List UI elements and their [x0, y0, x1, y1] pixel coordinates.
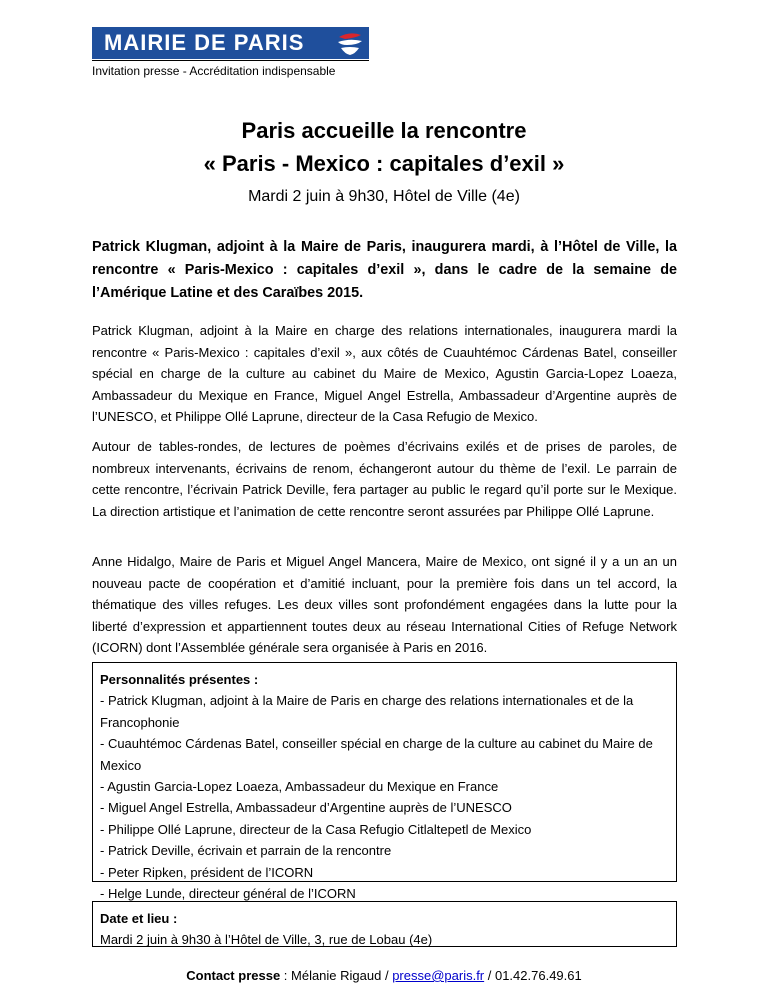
list-item: - Philippe Ollé Laprune, directeur de la Casa Refugio Citlaltepetl de Mexico [100, 821, 532, 837]
logo-text: MAIRIE DE PARIS [104, 30, 305, 55]
list-item: - Agustin Garcia-Lopez Loaeza, Ambassadeur du Mexique en France [100, 779, 499, 795]
date-location-text: Mardi 2 juin à 9h30 à l’Hôtel de Ville, 3, rue de Lobau (4e) [100, 932, 433, 948]
list-item: - Peter Ripken, président de l’ICORN [100, 864, 314, 880]
personalities-box [92, 662, 677, 902]
press-contact [0, 968, 768, 983]
mairie-de-paris-logo [92, 27, 369, 59]
personalities-title: Personnalités présentes : [100, 672, 259, 687]
date-location-title: Date et lieu : [100, 911, 178, 926]
event-subtitle: Mardi 2 juin à 9h30, Hôtel de Ville (4e) [248, 188, 520, 205]
contact-phone: / 01.42.76.49.61 [484, 968, 582, 983]
list-item: - Miguel Angel Estrella, Ambassadeur d’Argentine auprès de l’UNESCO [100, 800, 512, 816]
paris-ship-emblem-icon [335, 29, 365, 57]
date-location-box [92, 901, 677, 947]
body-paragraph: Patrick Klugman, adjoint à la Maire en charge des relations internationales, inaugurera mardi la rencontre « Paris-Mexico : capitales d’exil », aux côtés de Cuauhtémoc Cárdenas Batel, conseiller spécial en charge de la culture au cabinet du Maire de Mexico, Agustin Garcia-Lopez Loaeza, Ambassadeur du Mexique en France, Miguel Angel Estrella, Ambassadeur d’Argentine auprès de l’UNESCO, et Philippe Ollé Laprune, directeur de la Casa Refugio de Mexico. [92, 323, 677, 424]
page-title-line2: « Paris - Mexico : capitales d’exil » [203, 151, 565, 176]
invitation-note: Invitation presse - Accréditation indispensable [92, 60, 369, 78]
body-paragraph: Autour de tables-rondes, de lectures de poèmes d’écrivains exilés et de prises de paroles, de nombreux intervenants, écrivains de renom, échangeront autour du thème de l’exil. Le parrain de cette rencontre, l’écrivain Patrick Deville, fera partager au public le regard qu’il porte sur le Mexique. La direction artistique et l’animation de cette rencontre seront assurées par Philippe Ollé Laprune. [92, 439, 677, 519]
list-item: - Cuauhtémoc Cárdenas Batel, conseiller spécial en charge de la culture au cabinet du Maire de Mexico [100, 736, 653, 773]
body-paragraph: Anne Hidalgo, Maire de Paris et Miguel Angel Mancera, Maire de Mexico, ont signé il y a un an un nouveau pacte de coopération et d’amitié incluant, pour la première fois dans un tel accord, la thématique des villes refuges. Les deux villes sont profondément engagées dans la lutte pour la liberté d’expression et appartiennent toutes deux au réseau International Cities of Refuge Network (ICORN) dont l’Assemblée générale sera organisée à Paris en 2016. [92, 554, 677, 655]
list-item: - Patrick Deville, écrivain et parrain de la rencontre [100, 843, 392, 859]
lead-paragraph: Patrick Klugman, adjoint à la Maire de Paris, inaugurera mardi, à l’Hôtel de Ville, la rencontre « Paris-Mexico : capitales d’exil », dans le cadre de la semaine de l’Amérique Latine et des Caraïbes 2015. [92, 239, 677, 301]
page-title-line1: Paris accueille la rencontre [241, 118, 527, 143]
list-item: - Patrick Klugman, adjoint à la Maire de Paris en charge des relations internationales et de la Francophonie [100, 693, 634, 730]
contact-label: Contact presse [186, 968, 281, 983]
contact-email-link[interactable]: presse@paris.fr [392, 968, 485, 983]
list-item: - Helge Lunde, directeur général de l’ICORN [100, 886, 356, 902]
contact-name: : Mélanie Rigaud / [280, 968, 393, 983]
